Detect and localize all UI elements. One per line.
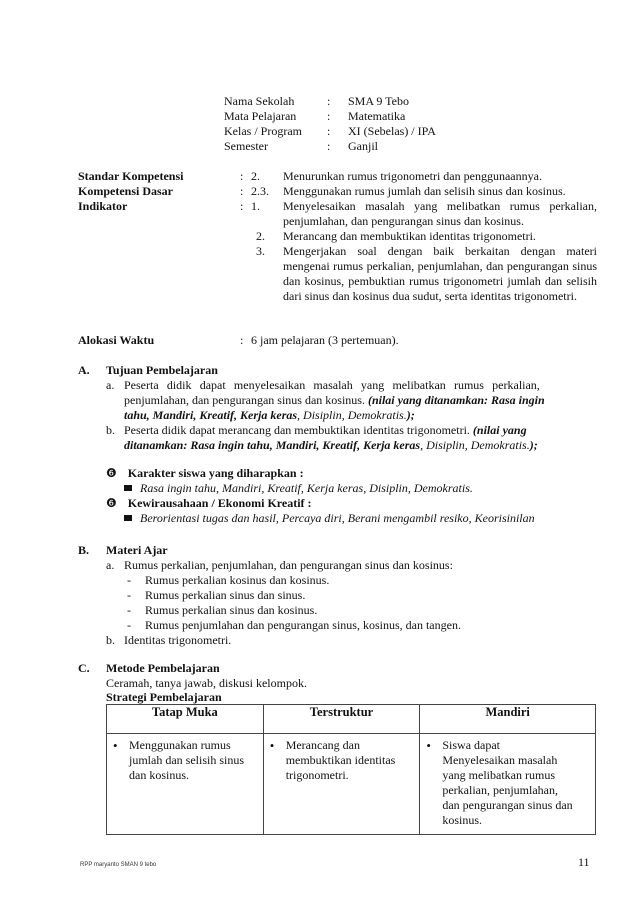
indicator-number: 2. [256,229,265,243]
numbered-circle-icon: ❻ [106,466,117,480]
alokasi-label: Alokasi Waktu [78,333,155,347]
kd-number: 2.3. [251,184,269,198]
square-bullet-icon [124,485,132,491]
method-text: Ceramah, tanya jawab, diskusi kelompok. [106,676,307,690]
objective-b-line [124,438,538,453]
value-nama-sekolah: SMA 9 Tebo [348,94,409,108]
list-prefix: b. [106,633,115,647]
dash: - [127,618,131,632]
section-a-title: Tujuan Pembelajaran [106,363,218,377]
objective-b-values: (nilai yang [472,423,527,437]
sk-label: Standar Kompetensi [78,169,184,183]
dash: - [127,603,131,617]
sep: : [240,169,244,183]
dash: - [127,573,131,587]
indicator-text: Mengerjakan soal dengan baik berkaitan dengan materi mengenai rumus perkalian, penjumlahan, dan pengurangan sinus dan kosinus, pembuktian rumus trigonometri jumlah dan selisih dari sinus dan kosinus dua sudut, serta identitas trigonometri. [283,244,597,303]
strategy-title: Strategi Pembelajaran [106,690,222,704]
label-mata-pelajaran: Mata Pelajaran [224,109,297,123]
materi-item: Rumus perkalian sinus dan sinus. [145,588,306,602]
table-header: Tatap Muka [107,705,264,734]
sep: : [240,199,244,213]
objective-a-values: (nilai yang ditanamkan: Rasa ingin [367,393,545,407]
kewira-text: Berorientasi tugas dan hasil, Percaya diri, Berani mengambil resiko, Keorisinilan [140,511,535,525]
value-kelas: XI (Sebelas) / IPA [348,124,436,138]
bullet-icon: • [113,738,118,753]
cell-line: Merancang dan [285,738,360,752]
objective-a-values-italic: , Disiplin, Demokratis. [297,408,407,422]
karakter-title: Karakter siswa yang diharapkan : [127,466,304,480]
karakter-item [124,481,473,496]
list-prefix: a. [106,378,115,392]
indikator-label: Indikator [78,199,128,213]
label-semester: Semester [224,139,268,153]
objective-a-values: tahu, Mandiri, Kreatif, Kerja keras [124,408,298,422]
cell-line: Menggunakan rumus [129,738,231,752]
kewira-heading [106,496,312,511]
section-a-letter: A. [78,363,90,377]
karakter-text: Rasa ingin tahu, Mandiri, Kreatif, Kerja keras, Disiplin, Demokratis. [140,481,473,495]
materi-item: Rumus perkalian kosinus dan kosinus. [145,573,330,587]
table-header: Terstruktur [263,705,420,734]
objective-a-text: penjumlahan, dan pengurangan sinus dan kosinus. [124,393,365,407]
karakter-heading [106,466,304,481]
sep: : [327,109,331,123]
label-nama-sekolah: Nama Sekolah [224,94,295,108]
section-c-title: Metode Pembelajaran [106,661,220,675]
sep: : [327,139,331,153]
bullet-icon: • [426,738,431,753]
numbered-circle-icon: ❻ [106,496,117,510]
alokasi-value: 6 jam pelajaran (3 pertemuan). [251,333,399,347]
cell-line: jumlah dan selisih sinus [129,753,244,767]
kd-label: Kompetensi Dasar [78,184,173,198]
sep: : [240,333,244,347]
cell-line: Siswa dapat [442,738,501,752]
table-header-row [107,705,596,734]
indicator-number: 3. [256,244,265,258]
objective-a-line: Peserta didik dapat menyelesaikan masalah yang melibatkan rumus perkalian, [124,378,540,392]
list-prefix: b. [106,423,115,437]
sk-text: Menurunkan rumus trigonometri dan penggunaannya. [283,169,542,183]
materi-item: Rumus perkalian sinus dan kosinus. [145,603,318,617]
cell-line: Menyelesaikan masalah [442,753,558,767]
objective-b-values-italic: , Disiplin, Demokratis. [420,438,530,452]
objective-b-end: ); [529,438,538,452]
section-b-title: Materi Ajar [106,543,168,557]
indicator-number: 1. [251,199,260,213]
square-bullet-icon [124,515,132,521]
cell-line: kosinus. [442,813,483,827]
cell-line: perkalian, penjumlahan, [442,783,558,797]
list-prefix: a. [106,558,115,572]
sk-number: 2. [251,169,260,183]
cell-line: dan kosinus. [129,768,189,782]
objective-b-line [124,423,527,438]
sep: : [240,184,244,198]
table-cell [263,734,420,835]
objective-b-values: ditanamkan: Rasa ingin tahu, Mandiri, Kreatif, Kerja keras [124,438,421,452]
value-semester: Ganjil [348,139,378,153]
objective-b-text: Peserta didik dapat merancang dan membuktikan identitas trigonometri. [124,423,470,437]
label-kelas: Kelas / Program [224,124,302,138]
cell-line: yang melibatkan rumus [442,768,555,782]
table-header: Mandiri [420,705,596,734]
table-cell [107,734,264,835]
page-number: 11 [578,855,590,869]
dash: - [127,588,131,602]
cell-line: membuktikan identitas [285,753,396,767]
materi-item: Rumus penjumlahan dan pengurangan sinus, kosinus, dan tangen. [145,618,461,632]
objective-a-line [124,393,545,408]
materi-b-text: Identitas trigonometri. [124,633,232,647]
footer-left: RPP maryanto SMAN 9 tebo [80,862,157,868]
sep: : [327,94,331,108]
table-row [107,734,596,835]
value-mata-pelajaran: Matematika [348,109,406,123]
kewira-item [124,511,535,526]
table-cell [420,734,596,835]
cell-line: dan pengurangan sinus dan [442,798,573,812]
materi-a-text: Rumus perkalian, penjumlahan, dan pengurangan sinus dan kosinus: [124,558,453,572]
objective-a-line [124,408,415,423]
indicator-text: Menyelesaikan masalah yang melibatkan rumus perkalian, penjumlahan, dan pengurangan sinus dan kosinus. [283,199,597,228]
indicator-text: Merancang dan membuktikan identitas trigonometri. [283,229,536,243]
strategy-table [106,704,596,835]
objective-a-end: ); [406,408,415,422]
section-c-letter: C. [78,661,90,675]
kd-text: Menggunakan rumus jumlah dan selisih sinus dan kosinus. [283,184,566,198]
section-b-letter: B. [78,543,90,557]
bullet-icon: • [269,738,275,753]
sep: : [327,124,331,138]
cell-line: trigonometri. [285,768,349,782]
kewira-title: Kewirausahaan / Ekonomi Kreatif : [127,496,312,510]
